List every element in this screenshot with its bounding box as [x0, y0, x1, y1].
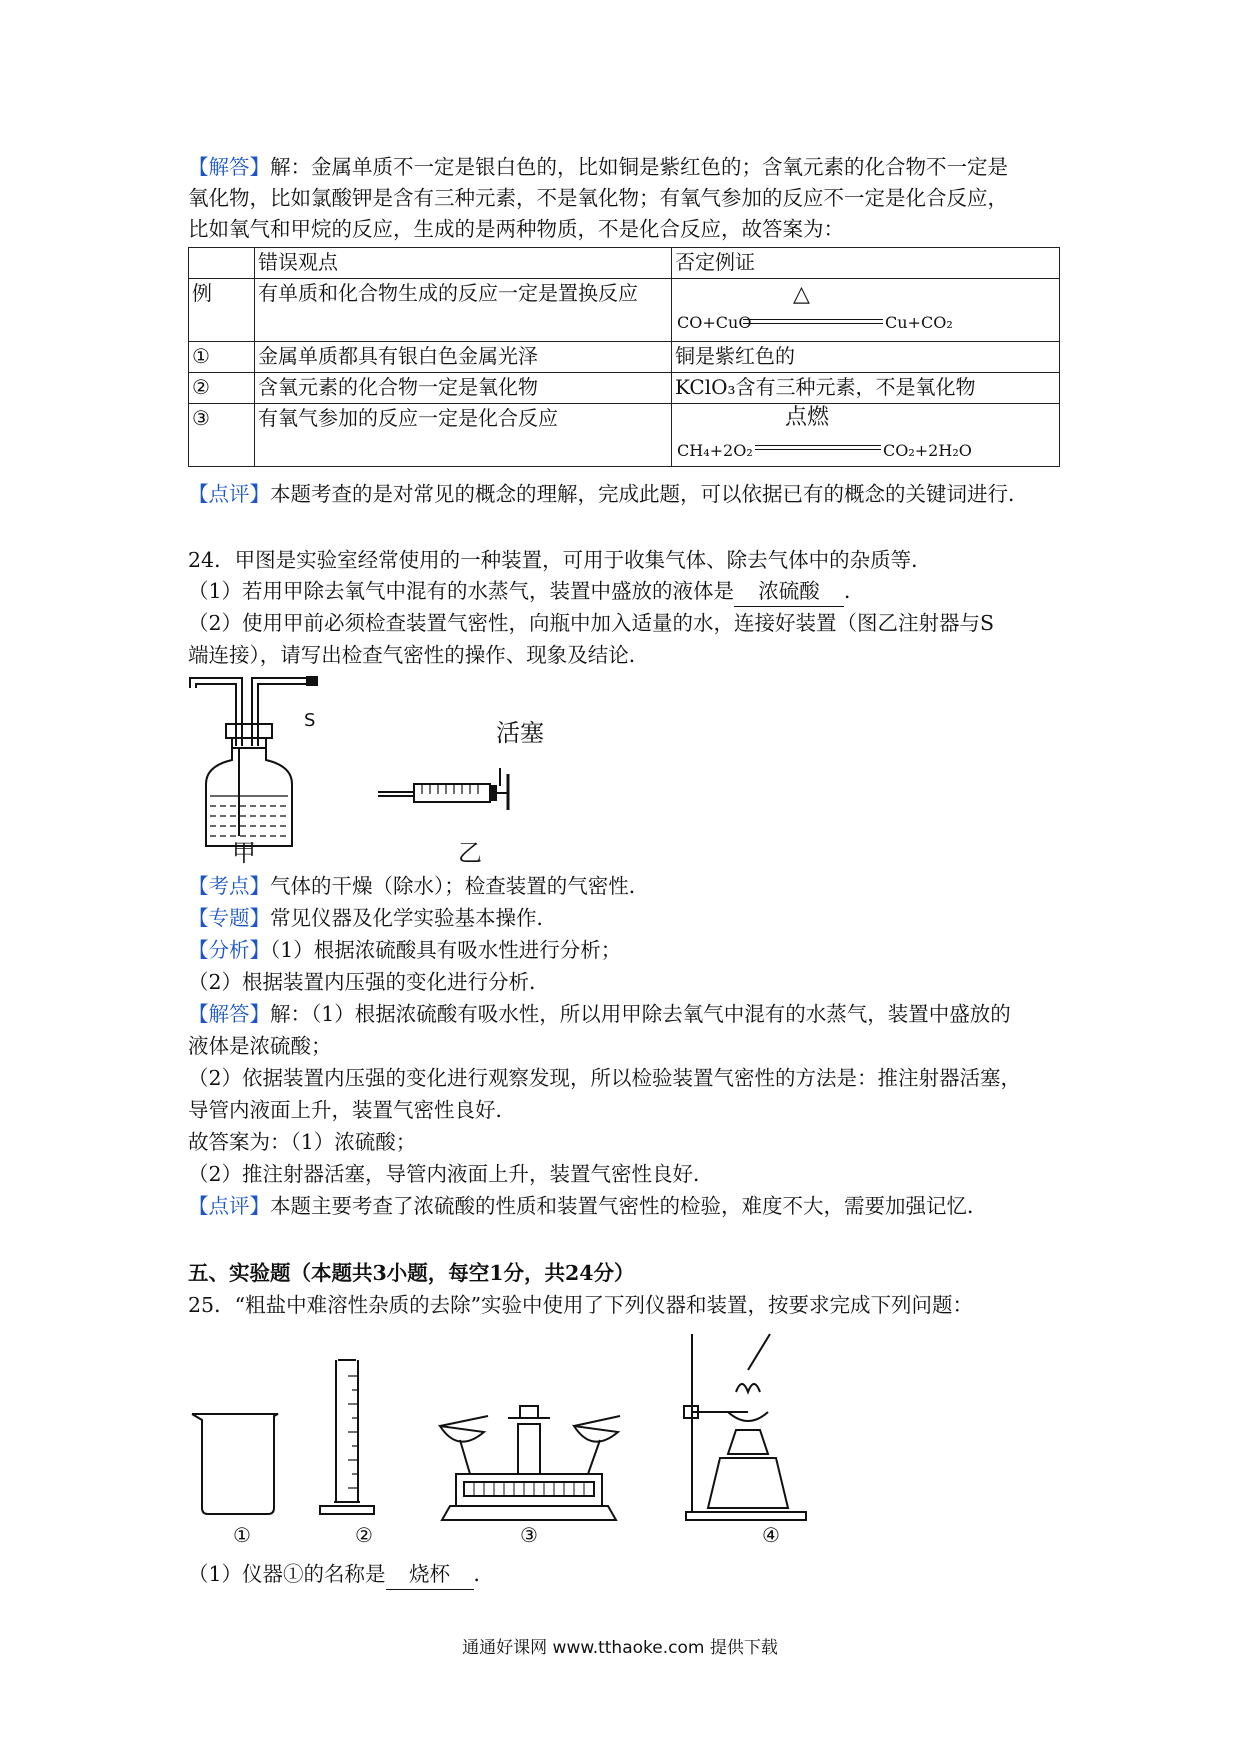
caption-a: 甲 — [232, 839, 256, 867]
q25-stem: 25．“粗盐中难溶性杂质的去除”实验中使用了下列仪器和装置，按要求完成下列问题： — [188, 1293, 974, 1317]
q24-stem: 24．甲图是实验室经常使用的一种装置，可用于收集气体、除去气体中的杂质等． — [188, 548, 932, 572]
header-error-view: 错误观点 — [255, 248, 672, 279]
ignite-label: 点燃 — [785, 405, 830, 430]
syringe-figure — [378, 762, 528, 812]
heat-symbol: △ — [793, 282, 810, 307]
table-header-row — [189, 248, 1060, 279]
fig-label-3: ③ — [520, 1523, 538, 1547]
zhuanti-line: 【专题】常见仪器及化学实验基本操作． — [188, 906, 557, 930]
jieda-line-4: 导管内液面上升，装置气密性良好． — [188, 1098, 516, 1122]
fenxi-line: 【分析】（1）根据浓硫酸具有吸水性进行分析； — [188, 938, 622, 962]
page-footer: 通通好课网 www.tthaoke.com 提供下载 — [462, 1638, 778, 1658]
answer-blank: 浓硫酸 — [734, 576, 844, 607]
balance-icon — [440, 1406, 620, 1520]
table-row: ① 金属单质都具有银白色金属光泽 铜是紫红色的 — [189, 342, 1060, 373]
intro-line-3: 比如氧气和甲烷的反应，生成的是两种物质，不是化合反应，故答案为： — [188, 217, 844, 241]
section-title: 五、实验题（本题共3小题，每空1分，共24分） — [188, 1261, 635, 1285]
error-view-table — [188, 247, 1060, 467]
s-port-label: S — [304, 710, 316, 731]
table-row: ③ 有氧气参加的反应一定是化合反应 CH₄+2O₂ 点燃 CO₂+2H₂O — [189, 404, 1060, 467]
piston-label: 活塞 — [496, 719, 544, 747]
q24-part2-line2: 端连接），请写出检查气密性的操作、现象及结论． — [188, 643, 650, 667]
q24-part2-line1: （2）使用甲前必须检查装置气密性，向瓶中加入适量的水，连接好装置（图乙注射器与S — [188, 611, 995, 635]
review-line: 【点评】本题考查的是对常见的概念的理解，完成此题，可以依据已有的概念的关键词进行． — [188, 482, 1029, 506]
fenxi-line-2: （2）根据装置内压强的变化进行分析． — [188, 970, 550, 994]
instruments-figure — [188, 1330, 908, 1530]
intro-line-1: 【解答】解：金属单质不一定是银白色的，比如铜是紫红色的；含氧元素的化合物不一定是 — [188, 155, 1008, 179]
caption-b: 乙 — [458, 839, 482, 867]
evaporation-stand-icon — [684, 1334, 806, 1520]
kaodian-line: 【考点】气体的干燥（除水）；检查装置的气密性． — [188, 874, 650, 898]
fig-label-1: ① — [233, 1523, 251, 1547]
header-counter-example: 否定例证 — [672, 248, 1060, 279]
table-row: ② 含氧元素的化合物一定是氧化物 KClO₃含有三种元素，不是氧化物 — [189, 373, 1060, 404]
equation-bar — [743, 319, 883, 324]
fig-label-2: ② — [355, 1523, 373, 1547]
equation-example: CO+CuO △ Cu+CO₂ — [677, 282, 953, 332]
beaker-icon — [192, 1414, 278, 1514]
answer-line-1: 故答案为：（1）浓硫酸； — [188, 1130, 417, 1154]
jieda-line-3: （2）依据装置内压强的变化进行观察发现，所以检验装置气密性的方法是：推注射器活塞， — [188, 1066, 1022, 1090]
cylinder-icon — [320, 1360, 374, 1514]
gas-bottle-figure — [188, 676, 338, 856]
answer-tag: 【解答】 — [188, 155, 270, 179]
jieda-line-2: 液体是浓硫酸； — [188, 1034, 332, 1058]
answer-blank: 烧杯 — [386, 1559, 474, 1590]
equation-bar — [755, 445, 881, 450]
intro-line-2: 氧化物，比如氯酸钾是含有三种元素，不是氧化物；有氧气参加的反应不一定是化合反应， — [188, 186, 1008, 210]
dianping-line: 【点评】本题主要考查了浓硫酸的性质和装置气密性的检验，难度不大，需要加强记忆． — [188, 1194, 988, 1218]
table-row: 例 有单质和化合物生成的反应一定是置换反应 CO+CuO △ Cu+CO₂ — [189, 279, 1060, 342]
jieda-line: 【解答】解：（1）根据浓硫酸有吸水性，所以用甲除去氧气中混有的水蒸气，装置中盛放的 — [188, 1002, 1011, 1026]
q24-part1: （1）若用甲除去氧气中混有的水蒸气，装置中盛放的液体是 浓硫酸 ． — [188, 576, 865, 607]
fig-label-4: ④ — [762, 1523, 780, 1547]
equation-methane: CH₄+2O₂ 点燃 CO₂+2H₂O — [677, 405, 972, 460]
answer-line-2: （2）推注射器活塞，导管内液面上升，装置气密性良好． — [188, 1162, 714, 1186]
q25-part1: （1）仪器①的名称是 烧杯 ． — [188, 1559, 494, 1590]
